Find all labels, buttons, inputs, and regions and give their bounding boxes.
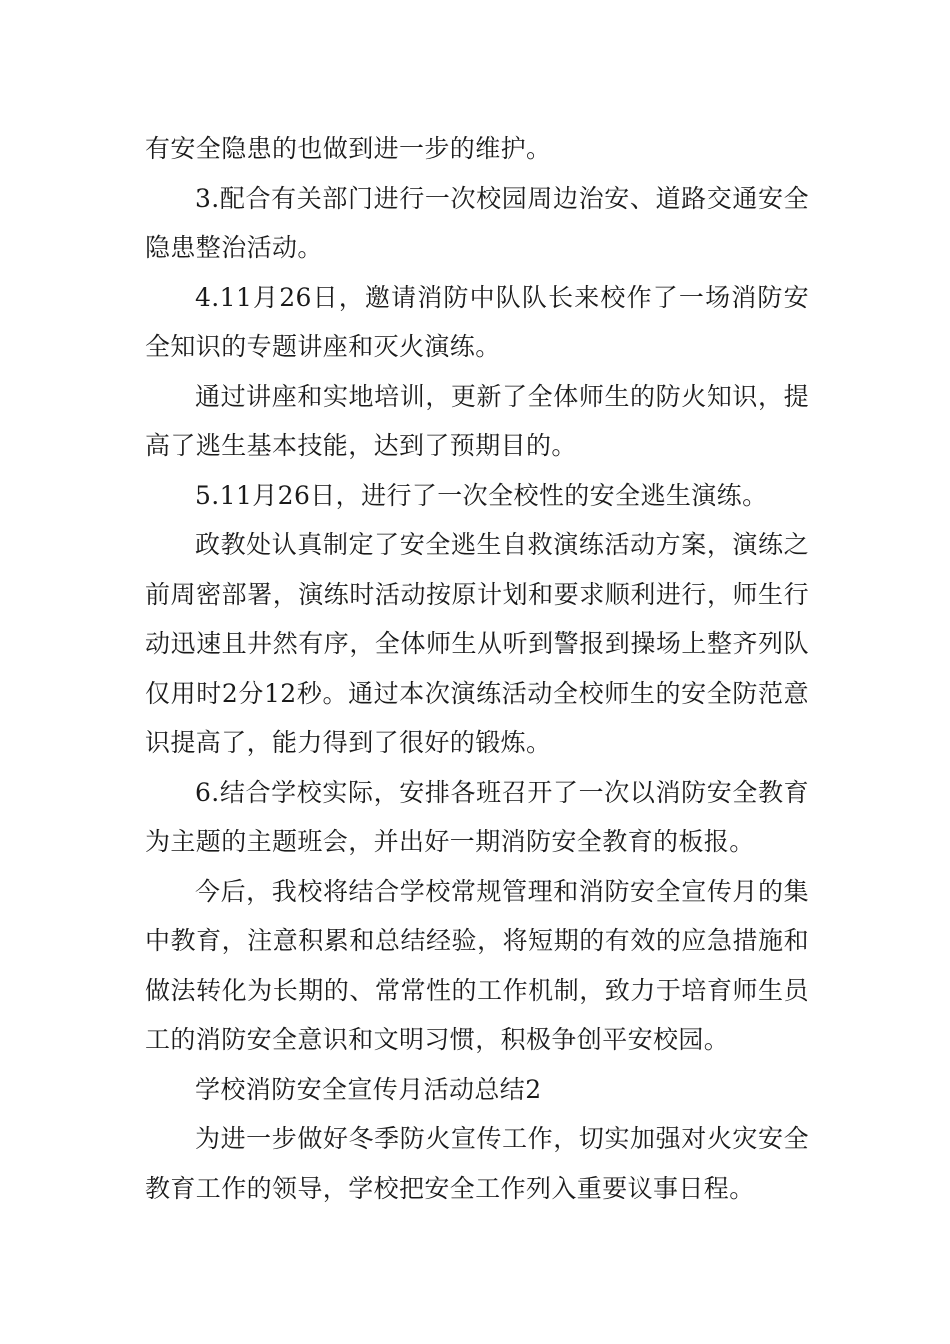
- paragraph-continuation: 有安全隐患的也做到进一步的维护。: [145, 134, 552, 163]
- paragraph-item-4: 4.11月26日，邀请消防中队队长来校作了一场消防安全知识的专题讲座和灭火演练。: [145, 282, 809, 361]
- paragraph-item-3: 3.配合有关部门进行一次校园周边治安、道路交通安全隐患整治活动。: [145, 183, 809, 262]
- paragraph-future-plan: 今后，我校将结合学校常规管理和消防安全宣传月的集中教育，注意积累和总结经验，将短期的有效的应急措施和做法转化为长期的、常常性的工作机制，致力于培育师生员工的消防安全意识和文明习惯，积极争创平安校园。: [145, 876, 809, 1054]
- paragraph-item-6: 6.结合学校实际，安排各班召开了一次以消防安全教育为主题的主题班会，并出好一期消防安全教育的板报。: [145, 777, 809, 856]
- paragraph-item-5: 5.11月26日，进行了一次全校性的安全逃生演练。: [195, 480, 768, 510]
- paragraph-section-intro: 为进一步做好冬季防火宣传工作，切实加强对火灾安全教育工作的领导，学校把安全工作列入重要议事日程。: [145, 1124, 809, 1203]
- document-body: [145, 124, 809, 1213]
- section-heading: 学校消防安全宣传月活动总结2: [195, 1074, 542, 1104]
- paragraph-training-result: 通过讲座和实地培训，更新了全体师生的防火知识，提高了逃生基本技能，达到了预期目的。: [145, 381, 809, 460]
- paragraph-drill-details: 政教处认真制定了安全逃生自救演练活动方案，演练之前周密部署，演练时活动按原计划和要求顺利进行，师生行动迅速且井然有序，全体师生从听到警报到操场上整齐列队仅用时2分12秒。通过本次演练活动全校师生的安全防范意识提高了，能力得到了很好的锻炼。: [145, 530, 809, 757]
